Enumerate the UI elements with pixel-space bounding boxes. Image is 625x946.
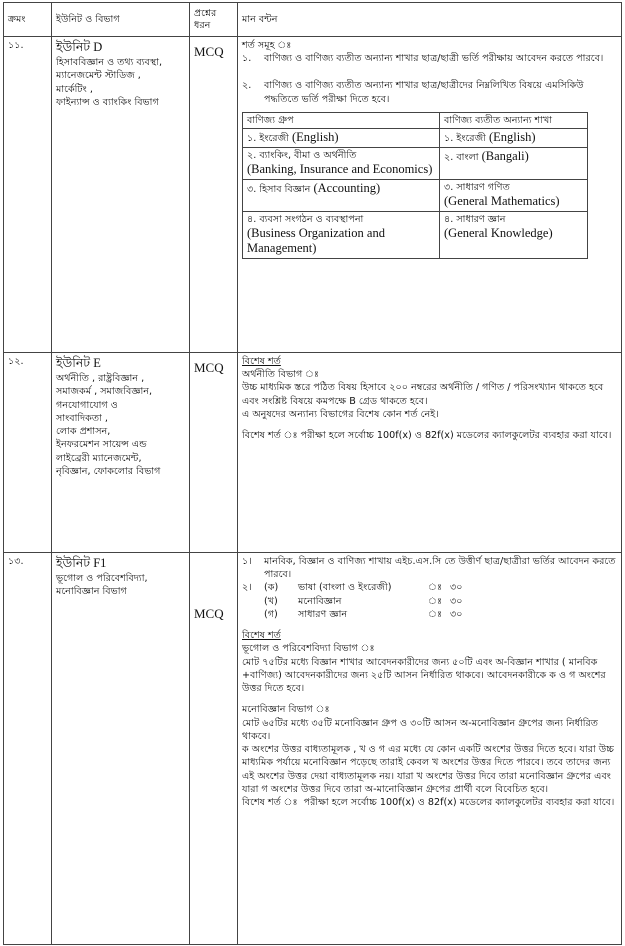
geo-title: ভূগোল ও পরিবেশবিদ্যা বিভাগ ঃ bbox=[242, 643, 375, 655]
row-serial: ১১. bbox=[4, 37, 52, 353]
subject-bn: ৪. সাধারণ জ্ঞান bbox=[444, 213, 506, 225]
psy-text: ক অংশের উত্তর বাধ্যতামূলক , খ ও গ এর মধ্যে যে কোন একটি অংশের উত্তর দিতে হবে। যারা উচ্চ মাধ্যমিক পর্যায়ে মনোবিজ্ঞান পড়েছে তারাই কেবল খ অংশের উত্তর দিতে পারবে। তবে তাদের জন্য এই অংশের উত্তর দেয়া বাধ্যতামূলক নয়। যারা খ অংশের উত্তর দিবে তারা মনোবিজ্ঞান গ্রুপের এবং যারা গ অংশের উত্তর দিবে তারা অ-মানোবিজ্ঞান গ্রুপের প্রার্থী বলে বিবেচিত হবে। bbox=[242, 744, 614, 795]
subjects-item bbox=[242, 581, 617, 621]
subject-en: (English) bbox=[488, 130, 536, 145]
subject-key: (ক) bbox=[264, 582, 279, 594]
header-row bbox=[4, 3, 622, 37]
subject-row bbox=[243, 211, 588, 258]
special-title: বিশেষ শর্ত bbox=[242, 356, 281, 367]
psy-title: মনোবিজ্ঞান বিভাগ ঃ bbox=[242, 704, 330, 716]
unit-title: ইউনিট E bbox=[56, 356, 101, 370]
eligibility-item bbox=[242, 555, 617, 581]
subject-head-other: বাণিজ্য ব্যতীত অন্যান্য শাখা bbox=[440, 112, 588, 128]
subject-row bbox=[243, 147, 588, 179]
subject-marks: ৩০ bbox=[450, 595, 463, 607]
subject-bn: ১. ইংরেজী bbox=[247, 133, 289, 145]
calculator-text: পরীক্ষা হলে সর্বোচ্চ 100f(x) ও 82f(x) মডেলের ক্যালকুলেটর ব্যবহার করা যাবে। bbox=[303, 796, 615, 808]
item-text: মানবিক, বিজ্ঞান ও বাণিজ্য শাখায় এইচ.এস.সি তে উত্তীর্ণ ছাত্র/ছাত্রীরা ভর্তির আবেদন করতে পারবে। bbox=[264, 556, 616, 581]
subject-en: (Bangali) bbox=[481, 148, 529, 163]
subject-bn: ৩. হিসাব বিজ্ঞান bbox=[247, 183, 311, 195]
subject-en: (General Knowledge) bbox=[444, 225, 553, 240]
table-row bbox=[4, 553, 622, 945]
item-number: ২। bbox=[242, 582, 252, 594]
question-type: MCQ bbox=[190, 353, 238, 553]
department-line: মার্কেটিং , bbox=[56, 83, 93, 95]
department-line: অর্থনীতি , রাষ্ট্রবিজ্ঞান , bbox=[56, 373, 145, 385]
department-line: সমাজকর্ম , সমাজবিজ্ঞান, bbox=[56, 386, 153, 398]
item-number: ১। bbox=[242, 556, 252, 567]
condition-item bbox=[242, 79, 617, 105]
subject-table-header bbox=[243, 112, 588, 128]
subject-key: (গ) bbox=[264, 608, 278, 620]
condition-number: ১. bbox=[242, 53, 252, 65]
unit-title: ইউনিট F1 bbox=[56, 556, 107, 570]
department-line: হিসাববিজ্ঞান ও তথ্য ব্যবস্থা, bbox=[56, 57, 163, 69]
row-serial: ১২. bbox=[4, 353, 52, 553]
department-line: সাংবাদিকতা , bbox=[56, 412, 108, 424]
subject-en: (English) bbox=[291, 130, 339, 145]
subject-colon: ঃ bbox=[428, 582, 443, 594]
unit-cell bbox=[52, 553, 190, 945]
subject-en: (Accounting) bbox=[313, 180, 381, 195]
calculator-text: বিশেষ শর্ত ঃ পরীক্ষা হলে সর্বোচ্চ 100f(x) ও 82f(x) মডেলের ক্যালকুলেটর ব্যবহার করা যাবে। bbox=[242, 430, 612, 442]
unit-cell bbox=[52, 353, 190, 553]
department-line: ফাইন্যান্স ও ব্যাংকিং বিভাগ bbox=[56, 96, 159, 108]
subject-bn: ২. বাংলা bbox=[444, 151, 479, 163]
calculator-item bbox=[242, 796, 617, 809]
subject-mark-row bbox=[264, 608, 617, 621]
subject-mark-row bbox=[264, 595, 617, 608]
subject-row bbox=[243, 129, 588, 148]
condition-text: বাণিজ্য ও বাণিজ্য ব্যতীত অন্যান্য শাখার ছাত্র/ছাত্রীদের নিম্নলিখিত বিষয়ে এমসিকিউ পদ্ধতিতে ভর্তি পরীক্ষা দিতে হবে। bbox=[264, 80, 584, 105]
question-type: MCQ bbox=[190, 37, 238, 353]
calc-prefix: বিশেষ শর্ত ঃ bbox=[242, 796, 298, 808]
psy-text: মোট ৬৫টির মধ্যে ৩৫টি মনোবিজ্ঞান গ্রুপ ও ৩০টি আসন অ-মনোবিজ্ঞান গ্রুপের জন্য নির্ধারিত থাকবে। bbox=[242, 717, 598, 742]
subject-table bbox=[242, 112, 588, 259]
admission-table bbox=[3, 2, 622, 945]
department-line: ভূগোল ও পরিবেশবিদ্যা, bbox=[56, 573, 148, 585]
header-question-type: প্রশ্নের ধরন bbox=[190, 3, 238, 37]
subject-row bbox=[243, 179, 588, 211]
subject-name: ভাষা (বাংলা ও ইংরেজী) bbox=[298, 582, 392, 594]
conditions-title: শর্ত সমূহ ঃ bbox=[242, 40, 292, 51]
subject-marks: ৩০ bbox=[450, 582, 463, 594]
subject-bn: ৩. সাধারণ গণিত bbox=[444, 181, 510, 193]
condition-number: ২. bbox=[242, 80, 252, 92]
subject-key: (খ) bbox=[264, 595, 278, 607]
subject-colon: ঃ bbox=[428, 608, 443, 620]
header-unit: ইউনিট ও বিভাগ bbox=[52, 3, 190, 37]
subject-mark-row bbox=[264, 581, 617, 594]
department-line: গনযোগাযোগ ও bbox=[56, 399, 118, 411]
subject-name: মনোবিজ্ঞান bbox=[298, 595, 342, 607]
special-title: বিশেষ শর্ত bbox=[242, 630, 281, 642]
condition-item bbox=[242, 52, 617, 65]
department-line: মনোবিজ্ঞান বিভাগ bbox=[56, 586, 127, 598]
subject-name: সাধারণ জ্ঞান bbox=[298, 608, 348, 620]
department-line: ইনফরমেশন সায়েন্স এন্ড bbox=[56, 439, 147, 451]
department-line: লাইব্রেরী ম্যানেজমেন্ট, bbox=[56, 452, 142, 464]
geo-text: মোট ৭৫টির মধ্যে বিজ্ঞান শাখার আবেদনকারীদের জন্য ৫০টি এবং অ-বিজ্ঞান শাখার ( মানবিক +বাণিজ্য) আবেদনকারীদের জন্য ২৫টি আসন নির্ধারিত থাকবে। আবেদনকারীকে ক ও গ অংশের উত্তর দিতে হবে। bbox=[242, 656, 606, 695]
subject-colon: ঃ bbox=[428, 595, 443, 607]
table-row bbox=[4, 353, 622, 553]
distribution-cell bbox=[238, 553, 622, 945]
subject-en: (Business Organization and Management) bbox=[247, 225, 385, 256]
table-row bbox=[4, 37, 622, 353]
distribution-cell bbox=[238, 353, 622, 553]
condition-text: বাণিজ্য ও বাণিজ্য ব্যতীত অন্যান্য শাখার ছাত্র/ছাত্রী ভর্তি পরীক্ষায় আবেদন করতে পারবে। bbox=[264, 53, 604, 65]
department-line: ম্যানেজমেন্ট স্টাডিজ , bbox=[56, 70, 141, 82]
subject-en: (General Mathematics) bbox=[444, 193, 560, 208]
question-type: MCQ bbox=[190, 553, 238, 945]
subject-bn: ২. ব্যাংকিং, বীমা ও অর্থনীতি bbox=[247, 149, 357, 161]
row-serial: ১৩. bbox=[4, 553, 52, 945]
subject-bn: ১. ইংরেজী bbox=[444, 133, 486, 145]
header-serial: ক্রমং bbox=[4, 3, 52, 37]
econ-title: অর্থনীতি বিভাগ ঃ bbox=[242, 369, 320, 381]
subject-bn: ৪. ব্যবসা সংগঠন ও ব্যবস্থাপনা bbox=[247, 213, 364, 225]
distribution-cell bbox=[238, 37, 622, 353]
subject-marks: ৩০ bbox=[450, 608, 463, 620]
subject-head-commerce: বাণিজ্য গ্রুপ bbox=[243, 112, 440, 128]
department-line: নৃবিজ্ঞান, ফোকলোর বিভাগ bbox=[56, 465, 161, 477]
unit-cell bbox=[52, 37, 190, 353]
department-line: লোক প্রশাসন, bbox=[56, 426, 111, 438]
others-text: এ অনুষদের অন্যান্য বিভাগের বিশেষ কোন শর্ত নেই। bbox=[242, 408, 439, 420]
subject-en: (Banking, Insurance and Economics) bbox=[247, 162, 433, 177]
econ-text: উচ্চ মাধ্যমিক স্তরে পঠিত বিষয় হিসাবে ২০০ নম্বরের অর্থনীতি / গণিত / পরিসংখ্যান থাকতে হবে এবং সংশ্লিষ্ট বিষয়ে কমপক্ষে B গ্রেড থাকতে হবে। bbox=[242, 382, 604, 407]
header-distribution: মান বন্টন bbox=[238, 3, 622, 37]
unit-title: ইউনিট D bbox=[56, 40, 103, 54]
